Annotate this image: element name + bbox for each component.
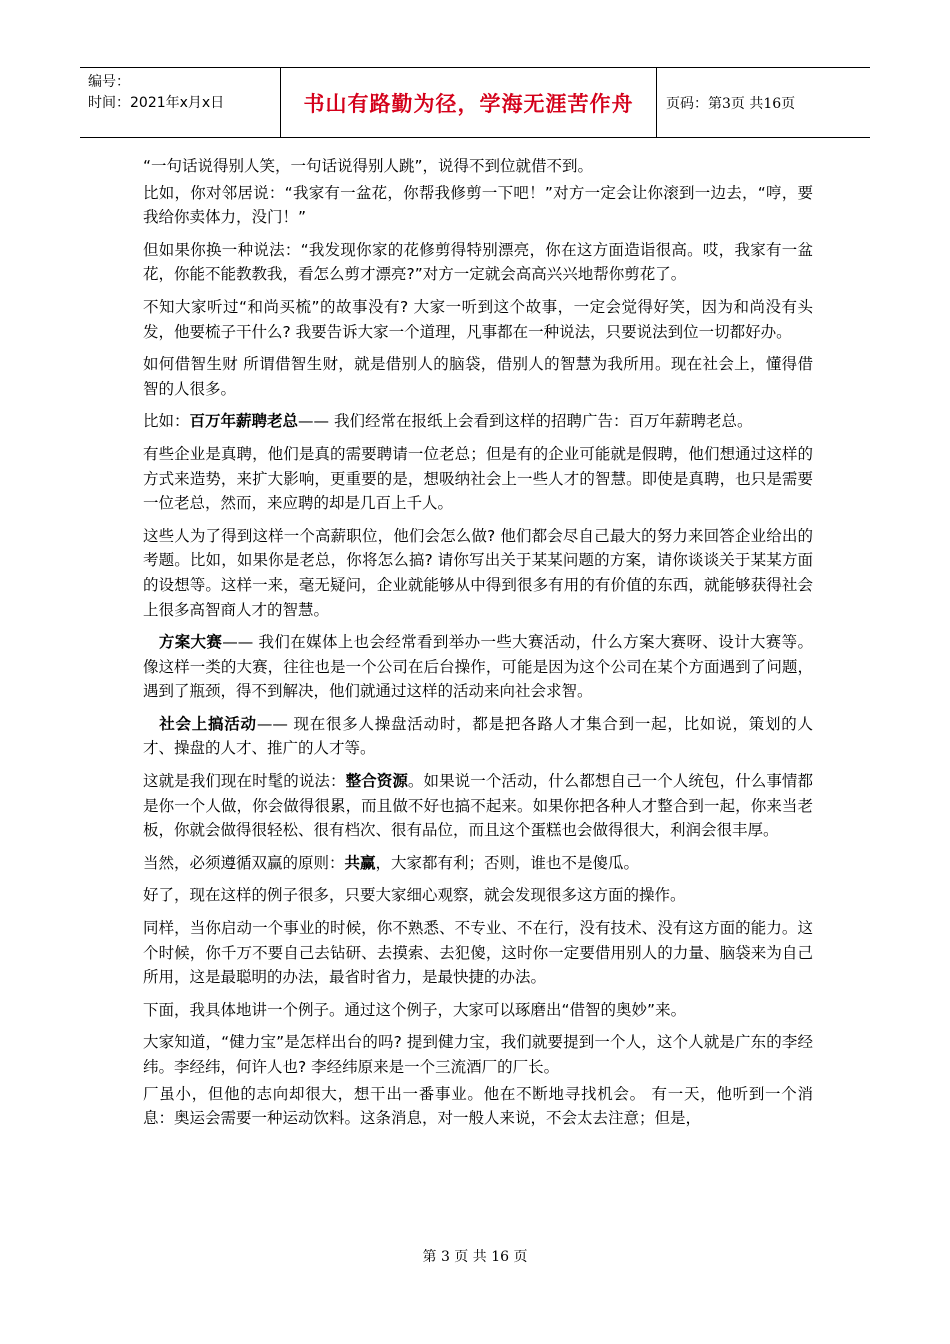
- paragraph: 同样，当你启动一个事业的时候，你不熟悉、不专业、不在行，没有技术、没有这方面的能力。这个时候，你千万不要自己去钻研、去摸索、去犯傻，这时你一定要借用别人的力量、脑袋来为自己所用，这是最聪明的办法，最省时省力，是最快捷的办法。: [143, 919, 813, 987]
- header-page-info: 页码：第3页 共16页: [666, 95, 796, 112]
- paragraph: “一句话说得别人笑，一句话说得别人跳”，说得不到位就借不到。: [143, 157, 594, 175]
- bold-term: 共赢: [344, 853, 376, 872]
- paragraph: [143, 712, 813, 761]
- paragraph-text: 比如：: [143, 412, 190, 431]
- paragraph: 但如果你换一种说法：“我发现你家的花修剪得特别漂亮，你在这方面造诣很高。哎，我家有一盆花，你能不能教教我，看怎么剪才漂亮?”对方一定就会高高兴兴地帮你剪花了。: [143, 240, 813, 284]
- paragraph: [143, 409, 813, 434]
- header-meta-cell: [80, 68, 281, 137]
- paragraph: [143, 851, 813, 876]
- page-footer: 第 3 页 共 16 页: [422, 1249, 528, 1265]
- paragraph: 比如，你对邻居说：“我家有一盆花，你帮我修剪一下吧！”对方一定会让你滚到一边去，“哼，要我给你卖体力，没门！”: [143, 183, 813, 227]
- paragraph: [143, 630, 813, 704]
- paragraph-text: —— 我们经常在报纸上会看到这样的招聘广告：百万年薪聘老总。: [298, 412, 753, 431]
- paragraph: 大家知道，“健力宝”是怎样出台的吗? 提到健力宝，我们就要提到一个人，这个人就是广东的李经纬。李经纬，何许人也? 李经纬原来是一个三流酒厂的厂长。: [143, 1033, 813, 1076]
- paragraph: 厂虽小，但他的志向却很大，想干出一番事业。他在不断地寻找机会。 有一天，他听到一个消息：奥运会需要一种运动饮料。这条消息，对一般人来说，不会太去注意；但是，: [143, 1084, 813, 1128]
- paragraph: 如何借智生财 所谓借智生财，就是借别人的脑袋，借别人的智慧为我所用。现在社会上，懂得借智的人很多。: [143, 355, 813, 398]
- paragraph: 这些人为了得到这样一个高薪职位，他们会怎么做? 他们都会尽自己最大的努力来回答企业给出的考题。比如，如果你是老总，你将怎么搞? 请你写出关于某某问题的方案，请你谈谈关于某某方面的设想等。这样一来，毫无疑问，企业就能够从中得到很多有用的有价值的东西，就能够获得社会上很多高智商人才的智慧。: [143, 526, 813, 619]
- paragraph-text: —— 现在很多人操盘活动时，都是把各路人才集合到一起，比如说，策划的人才、操盘的人才、推广的人才等。: [143, 714, 813, 758]
- paragraph-text: ，大家都有利；否则，谁也不是傻瓜。: [375, 853, 640, 872]
- bold-term: 百万年薪聘老总: [189, 412, 299, 431]
- header-motto: 书山有路勤为径，学海无涯苦作舟: [281, 68, 657, 137]
- bold-term: 整合资源: [345, 772, 408, 791]
- paragraph: 好了，现在这样的例子很多，只要大家细心观察，就会发现很多这方面的操作。: [143, 886, 686, 905]
- document-date: 时间：2021年x月x日: [88, 95, 225, 111]
- paragraph: 有些企业是真聘，他们是真的需要聘请一位老总；但是有的企业可能就是假聘，他们想通过这样的方式来造势，来扩大影响，更重要的是，想吸纳社会上一些人才的智慧。即使是真聘，也只是需要一位老总，然而，来应聘的却是几百上千人。: [143, 444, 813, 513]
- paragraph-text: —— 我们在媒体上也会经常看到举办一些大赛活动，什么方案大赛呀、设计大赛等。像这样一类的大赛，往往也是一个公司在后台操作，可能是因为这个公司在某个方面遇到了问题，遇到了瓶颈，得不到解决，他们就通过这样的活动来向社会求智。: [143, 633, 813, 701]
- document-body: [143, 154, 813, 1139]
- document-number-label: 编号：: [88, 74, 130, 90]
- bold-term: 方案大赛: [158, 633, 223, 652]
- bold-term: 社会上搞活动: [158, 714, 257, 733]
- paragraph-text: 当然，必须遵循双赢的原则：: [143, 853, 345, 872]
- paragraph: 不知大家听过“和尚买梳”的故事没有? 大家一听到这个故事，一定会觉得好笑，因为和尚没有头发，他要梳子干什么? 我要告诉大家一个道理，凡事都在一种说法，只要说法到位一切都好办。: [143, 297, 813, 341]
- paragraph: 下面，我具体地讲一个例子。通过这个例子，大家可以琢磨出“借智的奥妙”来。: [143, 1000, 687, 1019]
- paragraph: [143, 769, 813, 843]
- document-header: [80, 67, 870, 138]
- paragraph-text: 。如果说一个活动，什么都想自己一个人统包，什么事情都是你一个人做，你会做得很累，而且做不好也搞不起来。如果你把各种人才整合到一起，你来当老板，你就会做得很轻松、很有档次、很有品位，而且这个蛋糕也会做得很大，利润会很丰厚。: [143, 772, 813, 840]
- paragraph-text: 这就是我们现在时髦的说法：: [143, 772, 346, 791]
